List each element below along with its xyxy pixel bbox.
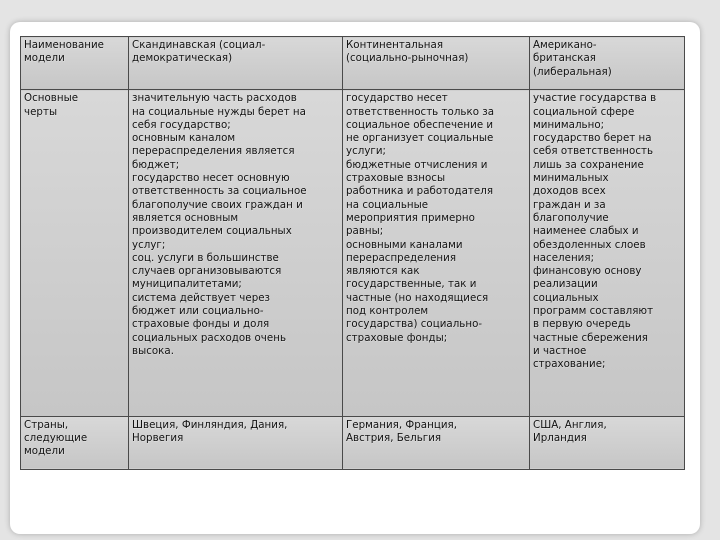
header-continental: Континентальная (социально-рыночная) [343,37,530,90]
countries-continental: Германия, Франция, Австрия, Бельгия [343,416,530,469]
countries-scandinavian: Швеция, Финляндия, Дания, Норвегия [129,416,343,469]
features-label: Основные черты [21,90,129,417]
header-anglo-british: Американо- британская (либеральная) [530,37,685,90]
header-model-name: Наименование модели [21,37,129,90]
social-models-table [20,36,685,470]
countries-anglo-british: США, Англия, Ирландия [530,416,685,469]
countries-label: Страны, следующие модели [21,416,129,469]
header-scandinavian: Скандинавская (социал- демократическая) [129,37,343,90]
features-anglo-british: участие государства в социальной сфере минимально; государство берет на себя ответственность лишь за сохранение минимальных доходов всех граждан и за благополучие наименее слабых и обездоленных слоев населения; финансовую основу реализации социальных программ составляют в первую очередь частные сбережения и частное страхование; [530,90,685,417]
features-scandinavian: значительную часть расходов на социальные нужды берет на себя государство; основным каналом перераспределения является бюджет; государство несет основную ответственность за социальное благополучие своих граждан и является основным производителем социальных услуг; соц. услуги в большинстве случаев организовываются муниципалитетами; система действует через бюджет или социально- страховые фонды и доля социальных расходов очень высока. [129,90,343,417]
features-continental: государство несет ответственность только за социальное обеспечение и не организует социальные услуги; бюджетные отчисления и страховые взносы работника и работодателя на социальные мероприятия примерно равны; основными каналами перераспределения являются как государственные, так и частные (но находящиеся под контролем государства) социально- страховые фонды; [343,90,530,417]
table-row-countries [21,416,685,469]
table-row-features [21,90,685,417]
table-header-row [21,37,685,90]
